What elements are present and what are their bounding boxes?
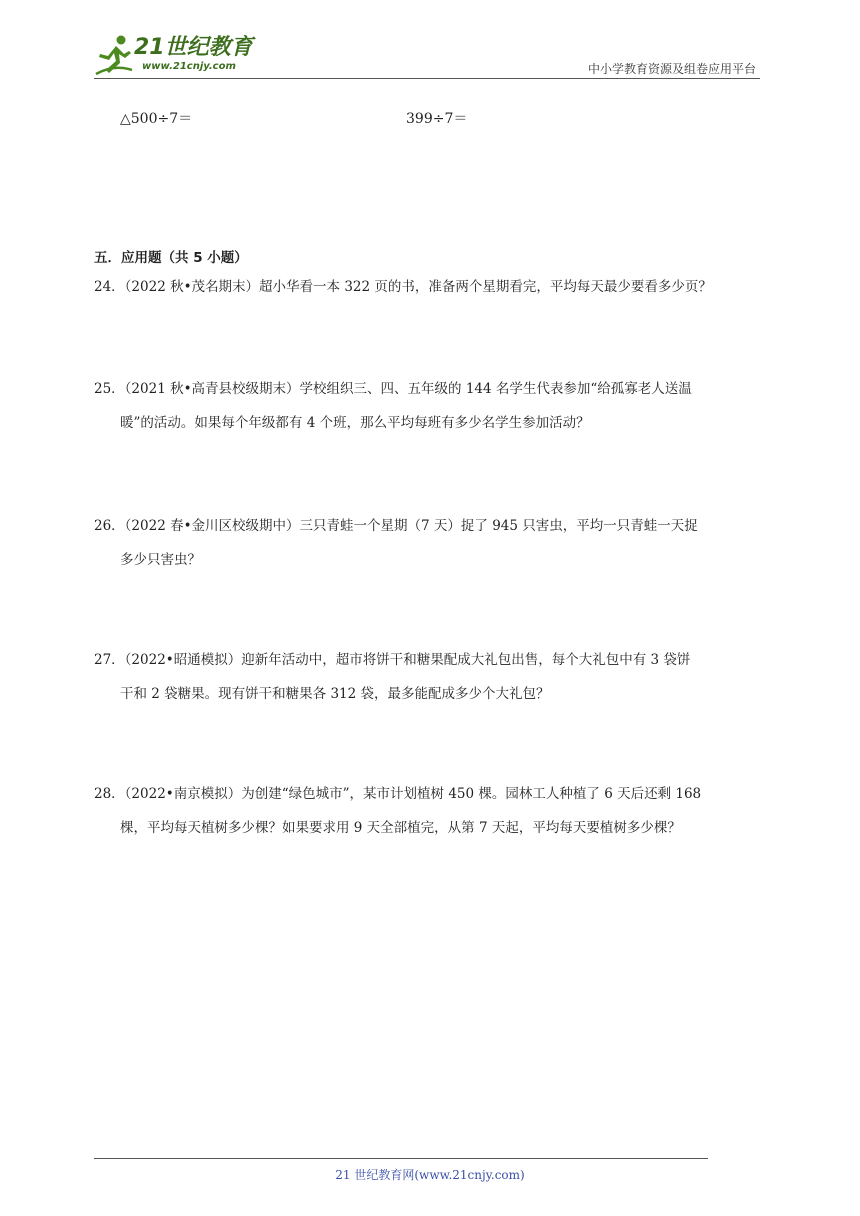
- brand-name: 21世纪教育: [134, 35, 253, 60]
- question-text-line2: 多少只害虫？: [120, 552, 201, 568]
- question-text-line2: 棵，平均每天植树多少棵？如果要求用 9 天全部植完，从第 7 天起，平均每天要植树多少棵？: [120, 820, 681, 836]
- header-divider: [94, 78, 760, 79]
- section-title: 五．应用题（共 5 小题）: [94, 250, 248, 266]
- question-25: [94, 372, 762, 440]
- page-header: [0, 0, 860, 80]
- calc-item-left: △500÷7＝: [120, 111, 193, 127]
- question-text-line2: 暖”的活动。如果每个年级都有 4 个班，那么平均每班有多少名学生参加活动？: [120, 415, 590, 431]
- question-text-line1: 27．（2022•昭通模拟）迎新年活动中，超市将饼干和糖果配成大礼包出售，每个大礼包中有 3 袋饼: [94, 652, 691, 668]
- site-logo[interactable]: [94, 34, 264, 78]
- question-27: [94, 643, 762, 711]
- question-text-line1: 24．（2022 秋•茂名期末）超小华看一本 322 页的书，准备两个星期看完，平均每天最少要看多少页？: [94, 279, 712, 295]
- question-28: [94, 777, 762, 845]
- footer-link[interactable]: 21 世纪教育网(www.21cnjy.com): [335, 1168, 525, 1182]
- question-text-line1: 25．（2021 秋•高青县校级期末）学校组织三、四、五年级的 144 名学生代表参加“给孤寡老人送温: [94, 381, 692, 397]
- running-figure-icon: [94, 34, 134, 78]
- question-text-line2: 干和 2 袋糖果。现有饼干和糖果各 312 袋，最多能配成多少个大礼包？: [120, 686, 550, 702]
- calc-item-right: 399÷7＝: [406, 111, 468, 127]
- question-text-line1: 26．（2022 春•金川区校级期中）三只青蛙一个星期（7 天）捉了 945 只害虫，平均一只青蛙一天捉: [94, 518, 698, 534]
- platform-tagline: 中小学教育资源及组卷应用平台: [587, 62, 756, 76]
- question-text-line1: 28．（2022•南京模拟）为创建“绿色城市”，某市计划植树 450 棵。园林工人种植了 6 天后还剩 168: [94, 786, 702, 802]
- brand-url: www.21cnjy.com: [142, 61, 236, 72]
- question-24: [94, 270, 762, 304]
- footer-divider: [94, 1158, 708, 1159]
- question-26: [94, 509, 762, 577]
